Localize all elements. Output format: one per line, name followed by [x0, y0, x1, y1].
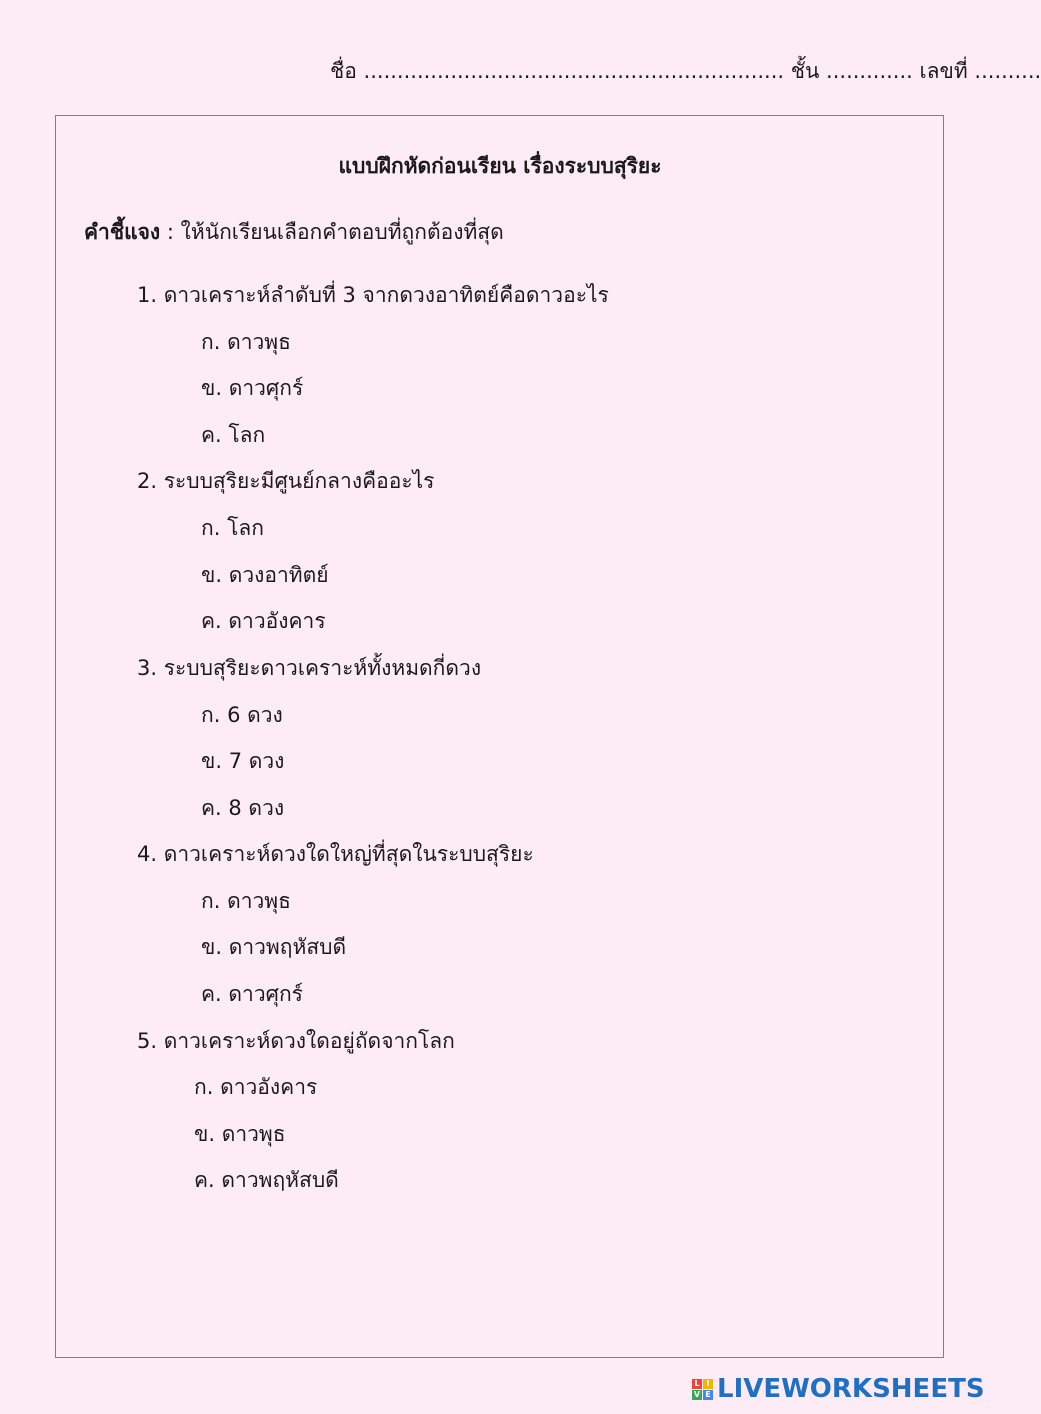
- question-1-option-c[interactable]: ค. โลก: [201, 423, 266, 447]
- student-info-line: ชื่อ ............................................................... ชั้น ............. เลขที่ ..........: [330, 59, 1041, 83]
- logo-mark-letter: I: [703, 1379, 713, 1389]
- question-4-option-a[interactable]: ก. ดาวพุธ: [201, 889, 291, 913]
- question-3-option-c[interactable]: ค. 8 ดวง: [201, 796, 285, 820]
- question-1-option-a[interactable]: ก. ดาวพุธ: [201, 330, 291, 354]
- question-1-option-b[interactable]: ข. ดาวศุกร์: [201, 376, 304, 400]
- question-5-option-b[interactable]: ข. ดาวพุธ: [194, 1122, 286, 1146]
- question-2: 2. ระบบสุริยะมีศูนย์กลางคืออะไร: [137, 469, 435, 493]
- question-5-option-c[interactable]: ค. ดาวพฤหัสบดี: [194, 1168, 339, 1192]
- worksheet-title: แบบฝึกหัดก่อนเรียน เรื่องระบบสุริยะ: [338, 154, 662, 178]
- question-4-option-c[interactable]: ค. ดาวศุกร์: [201, 982, 303, 1006]
- question-4-option-b[interactable]: ข. ดาวพฤหัสบดี: [201, 935, 347, 959]
- question-1: 1. ดาวเคราะห์ลำดับที่ 3 จากดวงอาทิตย์คือดาวอะไร: [137, 283, 609, 307]
- logo-mark-letter: L: [692, 1379, 702, 1389]
- question-5-option-a[interactable]: ก. ดาวอังคาร: [194, 1075, 318, 1099]
- question-2-option-b[interactable]: ข. ดวงอาทิตย์: [201, 563, 329, 587]
- question-3: 3. ระบบสุริยะดาวเคราะห์ทั้งหมดกี่ดวง: [137, 656, 482, 680]
- instruction-label: คำชี้แจง: [84, 220, 161, 244]
- liveworksheets-logo[interactable]: [692, 1373, 985, 1405]
- instruction: [84, 216, 504, 249]
- question-2-option-c[interactable]: ค. ดาวอังคาร: [201, 609, 326, 633]
- question-3-option-a[interactable]: ก. 6 ดวง: [201, 703, 283, 727]
- instruction-text: : ให้นักเรียนเลือกคำตอบที่ถูกต้องที่สุด: [160, 220, 504, 244]
- logo-mark-letter: E: [703, 1390, 713, 1400]
- question-2-option-a[interactable]: ก. โลก: [201, 516, 264, 540]
- question-5: 5. ดาวเคราะห์ดวงใดอยู่ถัดจากโลก: [137, 1029, 455, 1053]
- logo-mark-icon: [692, 1379, 713, 1400]
- logo-text: LIVEWORKSHEETS: [717, 1374, 985, 1404]
- logo-mark-letter: V: [693, 1389, 701, 1399]
- question-3-option-b[interactable]: ข. 7 ดวง: [201, 749, 285, 773]
- question-4: 4. ดาวเคราะห์ดวงใดใหญ่ที่สุดในระบบสุริยะ: [137, 842, 534, 866]
